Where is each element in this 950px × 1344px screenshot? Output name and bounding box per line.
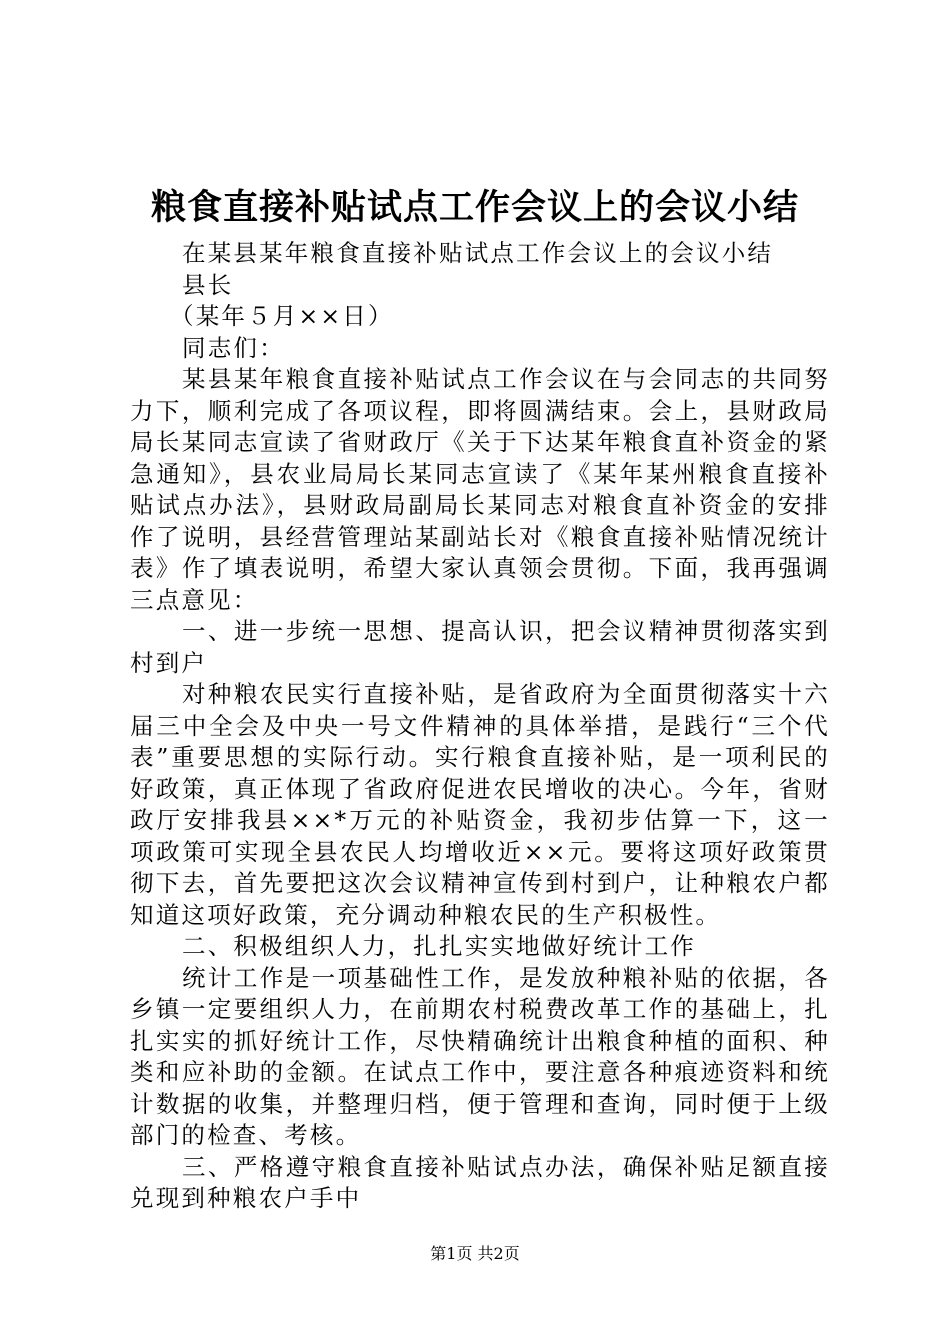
document-subtitle: 在某县某年粮食直接补贴试点工作会议上的会议小结 bbox=[182, 239, 774, 267]
paragraph-section-2: 统计工作是一项基础性工作，是发放种粮补贴的依据，各乡镇一定要组织人力，在前期农村税费改革工作的基础上，扎扎实实的抓好统计工作，尽快精确统计出粮食种植的面积、种类和应补助的金额。在试点工作中，要注意各种痕迹资料和统计数据的收集，并整理归档，便于管理和查询，同时便于上级部门的检查、考核。 bbox=[130, 963, 830, 1149]
page-footer: 第1页 共2页 bbox=[430, 1244, 520, 1263]
salutation: 同志们： bbox=[182, 333, 285, 362]
document-title: 粮食直接补贴试点工作会议上的会议小结 bbox=[150, 188, 799, 228]
document-body bbox=[130, 238, 830, 1215]
section-heading-2: 二、积极组织人力，扎扎实实地做好统计工作 bbox=[182, 932, 696, 960]
section-heading-1: 一、进一步统一思想、提高认识，把会议精神贯彻落实到村到户 bbox=[130, 617, 830, 677]
speaker-line: 县长 bbox=[182, 270, 234, 299]
date-line: （某年５月××日） bbox=[170, 302, 394, 330]
section-heading-3: 三、严格遵守粮食直接补贴试点办法，确保补贴足额直接兑现到种粮农户手中 bbox=[130, 1152, 830, 1212]
paragraph-intro: 某县某年粮食直接补贴试点工作会议在与会同志的共同努力下，顺利完成了各项议程，即将圆满结束。会上，县财政局局长某同志宣读了省财政厅《关于下达某年粮食直补资金的紧急通知》，县农业局局长某同志宣读了《某年某州粮食直接补贴试点办法》，县财政局副局长某同志对粮食直补资金的安排作了说明，县经营管理站某副站长对《粮食直接补贴情况统计表》作了填表说明，希望大家认真领会贯彻。下面，我再强调三点意见： bbox=[130, 365, 830, 614]
paragraph-section-1: 对种粮农民实行直接补贴，是省政府为全面贯彻落实十六届三中全会及中央一号文件精神的具体举措，是践行“三个代表”重要思想的实际行动。实行粮食直接补贴，是一项利民的好政策，真正体现了省政府促进农民增收的决心。今年，省财政厅安排我县××*万元的补贴资金，我初步估算一下，这一项政策可实现全县农民人均增收近××元。要将这项好政策贯彻下去，首先要把这次会议精神宣传到村到户，让种粮农户都知道这项好政策，充分调动种粮农民的生产积极性。 bbox=[130, 680, 830, 929]
